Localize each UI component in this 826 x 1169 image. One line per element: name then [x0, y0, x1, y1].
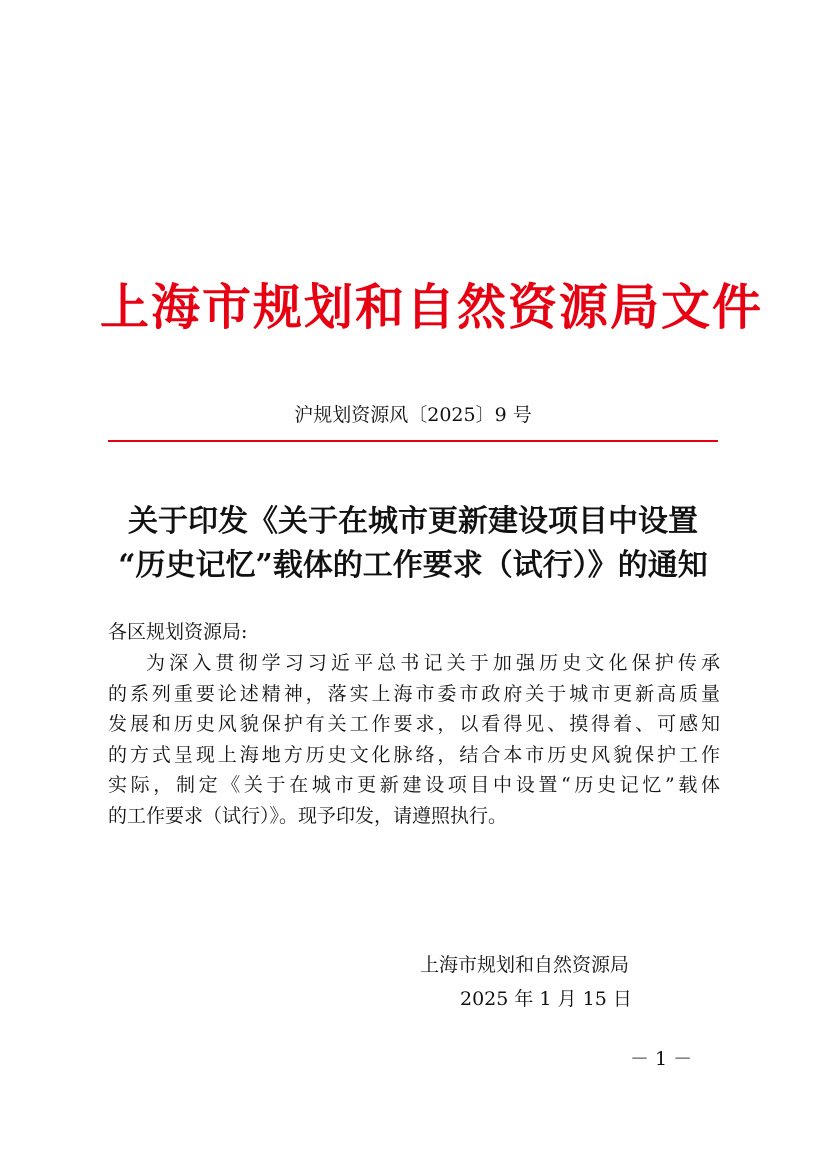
salutation: 各区规划资源局: [108, 621, 248, 643]
body-paragraph [108, 648, 720, 832]
document-title-line-1: 关于印发《关于在城市更新建设项目中设置 [128, 504, 698, 539]
document-number: 沪规划资源风〔2025〕9 号 [294, 404, 532, 426]
page-number: － 1 － [630, 1048, 693, 1070]
signing-organization: 上海市规划和自然资源局 [420, 954, 630, 976]
red-divider-line [108, 440, 718, 442]
signing-date: 2025 年 1 月 15 日 [460, 988, 632, 1010]
body-line: 发展和历史风貌保护有关工作要求，以看得见、摸得着、可感知 [108, 713, 720, 736]
body-line: 的系列重要论述精神，落实上海市委市政府关于城市更新高质量 [108, 682, 720, 705]
document-title [100, 500, 726, 588]
masthead-title: 上海市规划和自然资源局文件 [100, 278, 764, 336]
document-title-line-2: “历史记忆”载体的工作要求（试行）》的通知 [118, 548, 708, 583]
body-line: 为深入贯彻学习习近平总书记关于加强历史文化保护传承 [146, 652, 720, 674]
body-line: 实际，制定《关于在城市更新建设项目中设置“历史记忆”载体 [108, 774, 720, 797]
body-line: 的工作要求（试行）》。现予印发，请遵照执行。 [108, 804, 508, 827]
body-line: 的方式呈现上海地方历史文化脉络，结合本市历史风貌保护工作 [108, 743, 720, 766]
